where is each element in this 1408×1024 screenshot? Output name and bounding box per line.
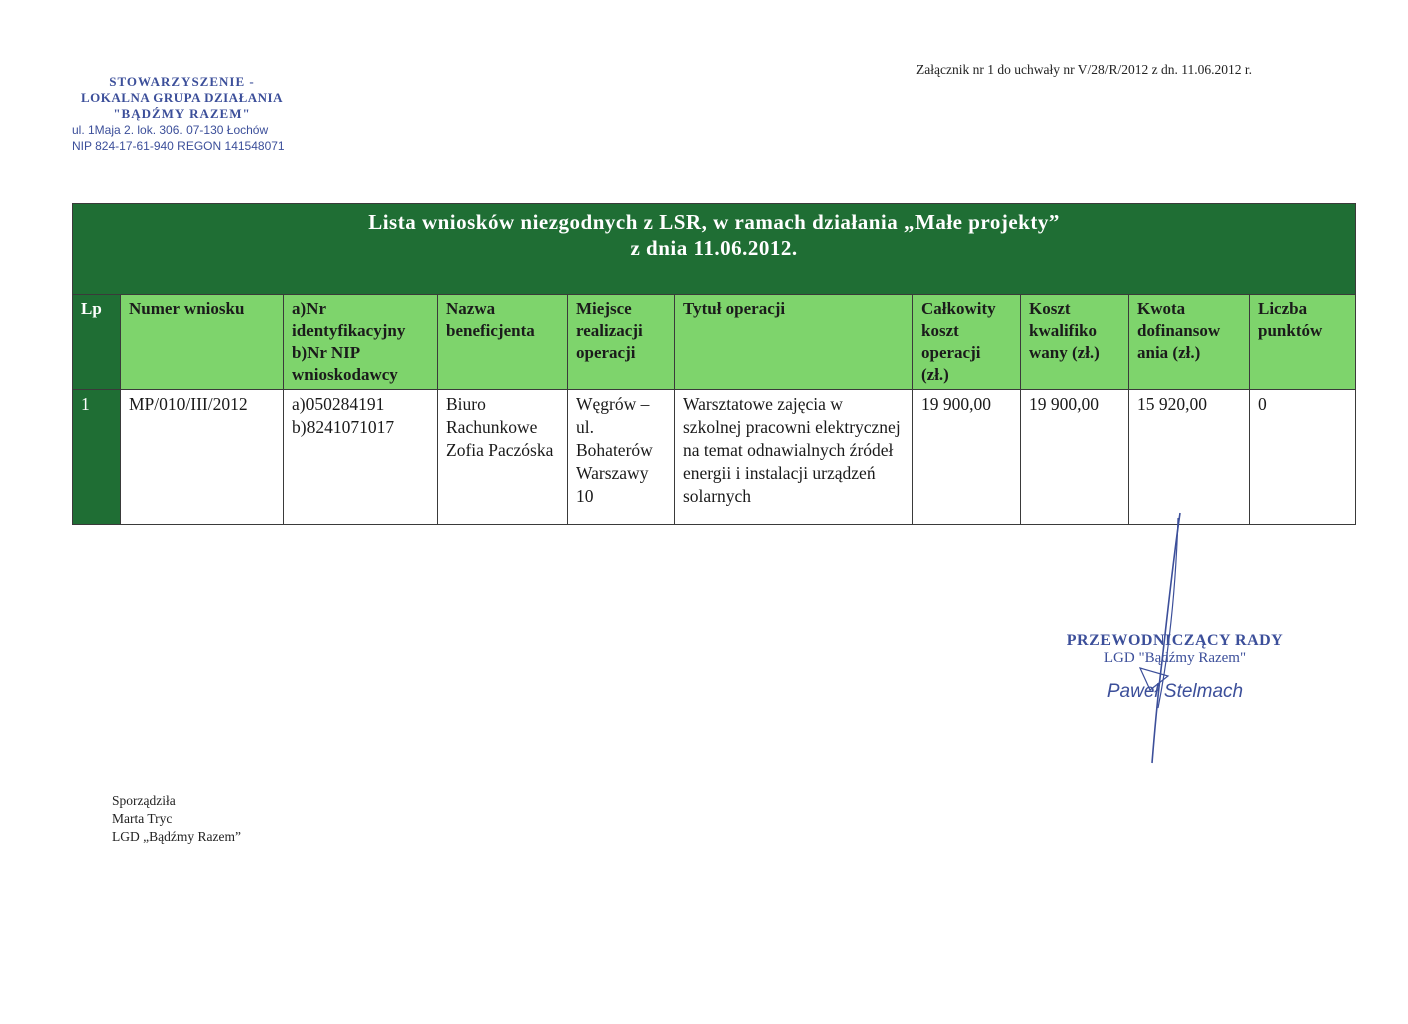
table-title	[73, 204, 1356, 295]
cell-funding-amount: 15 920,00	[1129, 390, 1250, 525]
cell-operation-title: Warsztatowe zajęcia w szkolnej pracowni elektrycznej na temat odnawialnych źródeł energii i instalacji urządzeń solarnych	[675, 390, 913, 525]
table-title-row	[73, 204, 1356, 295]
signature-organization: LGD "Bądźmy Razem"	[1103, 650, 1247, 666]
prepared-by-name: Marta Tryc	[112, 811, 173, 826]
table-title-line-1: Lista wniosków niezgodnych z LSR, w ramach działania „Małe projekty”	[368, 210, 1060, 234]
cell-identification	[284, 390, 438, 525]
header-lp: Lp	[73, 295, 121, 390]
header-application-number: Numer wniosku	[121, 295, 284, 390]
prepared-by-label: Sporządziła	[112, 793, 176, 808]
header-eligible-cost: Koszt kwalifiko wany (zł.)	[1021, 295, 1129, 390]
table-header-row	[73, 295, 1356, 390]
header-points: Liczba punktów	[1250, 295, 1356, 390]
header-location: Miejsce realizacji operacji	[568, 295, 675, 390]
signature-role: PRZEWODNICZĄCY RADY	[1066, 632, 1284, 649]
prepared-by	[112, 792, 241, 846]
cell-beneficiary: Biuro Rachunkowe Zofia Paczóska	[438, 390, 568, 525]
header-beneficiary: Nazwa beneficjenta	[438, 295, 568, 390]
header-funding-amount: Kwota dofinansow ania (zł.)	[1129, 295, 1250, 390]
stamp-line-1: STOWARZYSZENIE -	[109, 74, 255, 89]
signature-block	[1060, 632, 1290, 703]
cell-eligible-cost: 19 900,00	[1021, 390, 1129, 525]
table-title-line-2: z dnia 11.06.2012.	[630, 236, 798, 260]
stamp-address: ul. 1Maja 2. lok. 306. 07-130 Łochów	[72, 123, 269, 137]
header-operation-title: Tytuł operacji	[675, 295, 913, 390]
applications-table	[72, 203, 1356, 525]
cell-points: 0	[1250, 390, 1356, 525]
cell-lp: 1	[73, 390, 121, 525]
header-identification-a: a)Nr identyfikacyjny	[292, 299, 406, 340]
signature-name: Paweł Stelmach	[1106, 681, 1244, 702]
header-identification	[284, 295, 438, 390]
cell-total-cost: 19 900,00	[913, 390, 1021, 525]
header-total-cost: Całkowity koszt operacji (zł.)	[913, 295, 1021, 390]
cell-identification-b: b)8241071017	[292, 417, 395, 437]
header-identification-b: b)Nr NIP wnioskodawcy	[292, 343, 398, 384]
organization-stamp	[62, 74, 302, 154]
cell-location: Węgrów – ul. Bohaterów Warszawy 10	[568, 390, 675, 525]
annex-reference: Załącznik nr 1 do uchwały nr V/28/R/2012 z dn. 11.06.2012 r.	[916, 62, 1252, 77]
stamp-tax-ids: NIP 824-17-61-940 REGON 141548071	[72, 139, 285, 153]
stamp-line-3: "BĄDŹMY RAZEM"	[113, 106, 251, 121]
cell-application-number: MP/010/III/2012	[121, 390, 284, 525]
table-row	[73, 390, 1356, 525]
stamp-line-2: LOKALNA GRUPA DZIAŁANIA	[81, 90, 283, 105]
cell-identification-a: a)050284191	[292, 394, 385, 414]
prepared-by-organization: LGD „Bądźmy Razem”	[112, 829, 241, 844]
